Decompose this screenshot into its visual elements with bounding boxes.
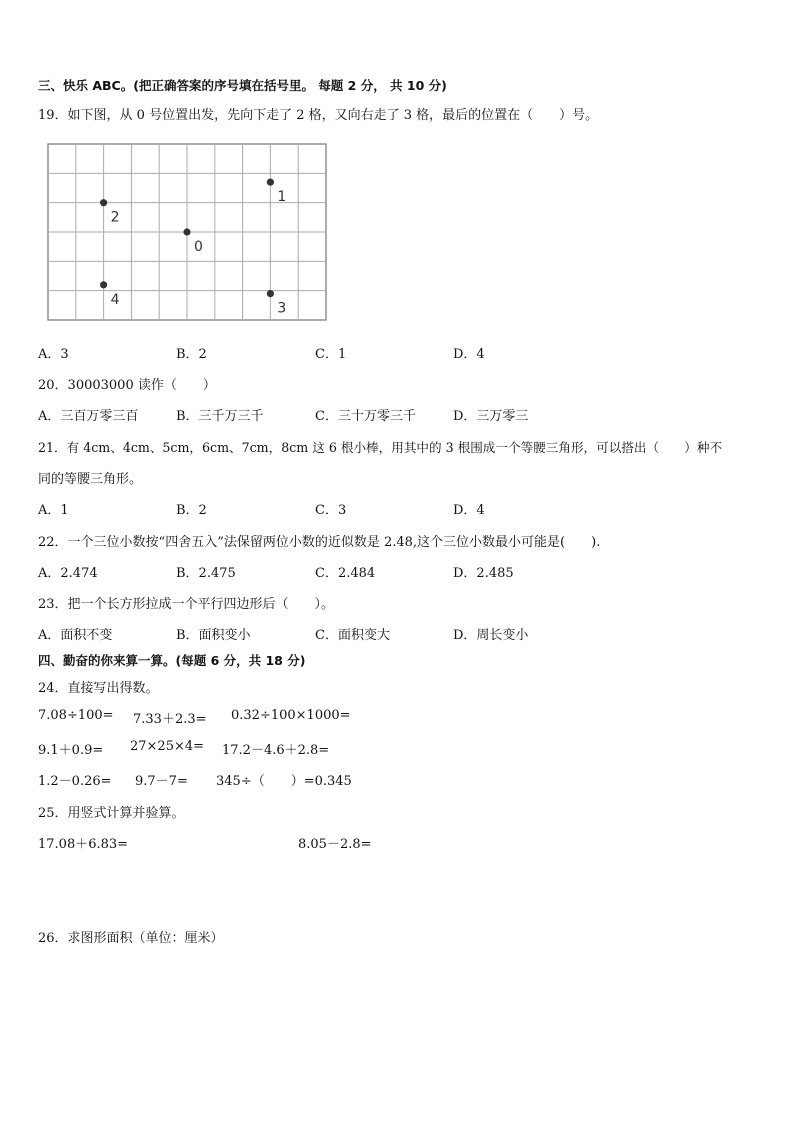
question-26: 26．求图形面积（单位：厘米） <box>38 931 224 946</box>
question-24: 24．直接写出得数。 <box>38 681 159 696</box>
q23-option-b[interactable]: B．面积变小 <box>176 628 251 643</box>
q19-option-c[interactable]: C．1 <box>315 347 347 362</box>
q22-option-d[interactable]: D．2.485 <box>453 566 514 581</box>
grid-point-4 <box>100 281 107 288</box>
question-20: 20．30003000 读作（ ） <box>38 378 216 393</box>
question-21-line2: 同的等腰三角形。 <box>38 472 143 487</box>
q23-option-d[interactable]: D．周长变小 <box>453 628 529 643</box>
question-23: 23．把一个长方形拉成一个平行四边形后（ ）。 <box>38 597 335 612</box>
q19-option-b[interactable]: B．2 <box>176 347 207 362</box>
q21-option-c[interactable]: C．3 <box>315 503 347 518</box>
q19-option-a[interactable]: A．3 <box>38 347 69 362</box>
calc-item: 9.1＋0.9= <box>38 743 104 758</box>
calc-item: 9.7－7= <box>135 774 188 789</box>
calc-item: 27×25×4= <box>130 739 205 754</box>
calc-item: 1.2－0.26= <box>38 774 112 789</box>
calc-item: 0.32÷100×1000= <box>231 708 351 723</box>
calc-item: 7.33＋2.3= <box>133 712 207 727</box>
question-25: 25．用竖式计算并验算。 <box>38 806 185 821</box>
grid-point-label-0: 0 <box>194 239 203 255</box>
grid-point-1 <box>267 179 274 186</box>
vertical-calc-item: 17.08＋6.83= <box>38 837 129 852</box>
grid-point-3 <box>267 290 274 297</box>
grid-point-label-3: 3 <box>277 300 287 317</box>
q19-option-d[interactable]: D．4 <box>453 347 485 362</box>
grid-point-label-4: 4 <box>110 291 120 308</box>
section-heading-4: 四、勤奋的你来算一算。(每题 6 分，共 18 分) <box>38 653 306 668</box>
q20-option-b[interactable]: B．三千万三千 <box>176 409 264 424</box>
grid-point-label-2: 2 <box>110 209 120 226</box>
q22-option-b[interactable]: B．2.475 <box>176 566 236 581</box>
q20-option-c[interactable]: C．三十万零三千 <box>315 409 416 424</box>
section-heading-3: 三、快乐 ABC。(把正确答案的序号填在括号里。 每题 2 分， 共 10 分) <box>38 78 447 93</box>
calc-item: 17.2－4.6＋2.8= <box>222 743 330 758</box>
q23-option-c[interactable]: C．面积变大 <box>315 628 390 643</box>
grid-point-0 <box>183 228 190 235</box>
grid-point-label-1: 1 <box>277 189 287 206</box>
q20-option-a[interactable]: A．三百万零三百 <box>38 409 139 424</box>
q21-option-b[interactable]: B．2 <box>176 503 207 518</box>
calc-item: 7.08÷100= <box>38 708 114 723</box>
question-22: 22．一个三位小数按“四舍五入”法保留两位小数的近似数是 2.48,这个三位小数最小可能是( ). <box>38 535 601 550</box>
question-19: 19．如下图，从 0 号位置出发，先向下走了 2 格，又向右走了 3 格，最后的位置在（ ）号。 <box>38 108 599 123</box>
vertical-calc-item: 8.05－2.8= <box>298 837 372 852</box>
question-21-line1: 21．有 4cm、4cm、5cm，6cm、7cm，8cm 这 6 根小棒，用其中的 3 根围成一个等腰三角形，可以搭出（ ）种不 <box>38 440 723 455</box>
q23-option-a[interactable]: A．面积不变 <box>38 628 113 643</box>
q22-option-c[interactable]: C．2.484 <box>315 566 376 581</box>
calc-item: 345÷（ ）=0.345 <box>216 774 352 789</box>
grid-figure <box>44 140 330 324</box>
q21-option-d[interactable]: D．4 <box>453 503 485 518</box>
grid-point-2 <box>100 199 107 206</box>
q20-option-d[interactable]: D．三万零三 <box>453 409 529 424</box>
q22-option-a[interactable]: A．2.474 <box>38 566 98 581</box>
q21-option-a[interactable]: A．1 <box>38 503 69 518</box>
